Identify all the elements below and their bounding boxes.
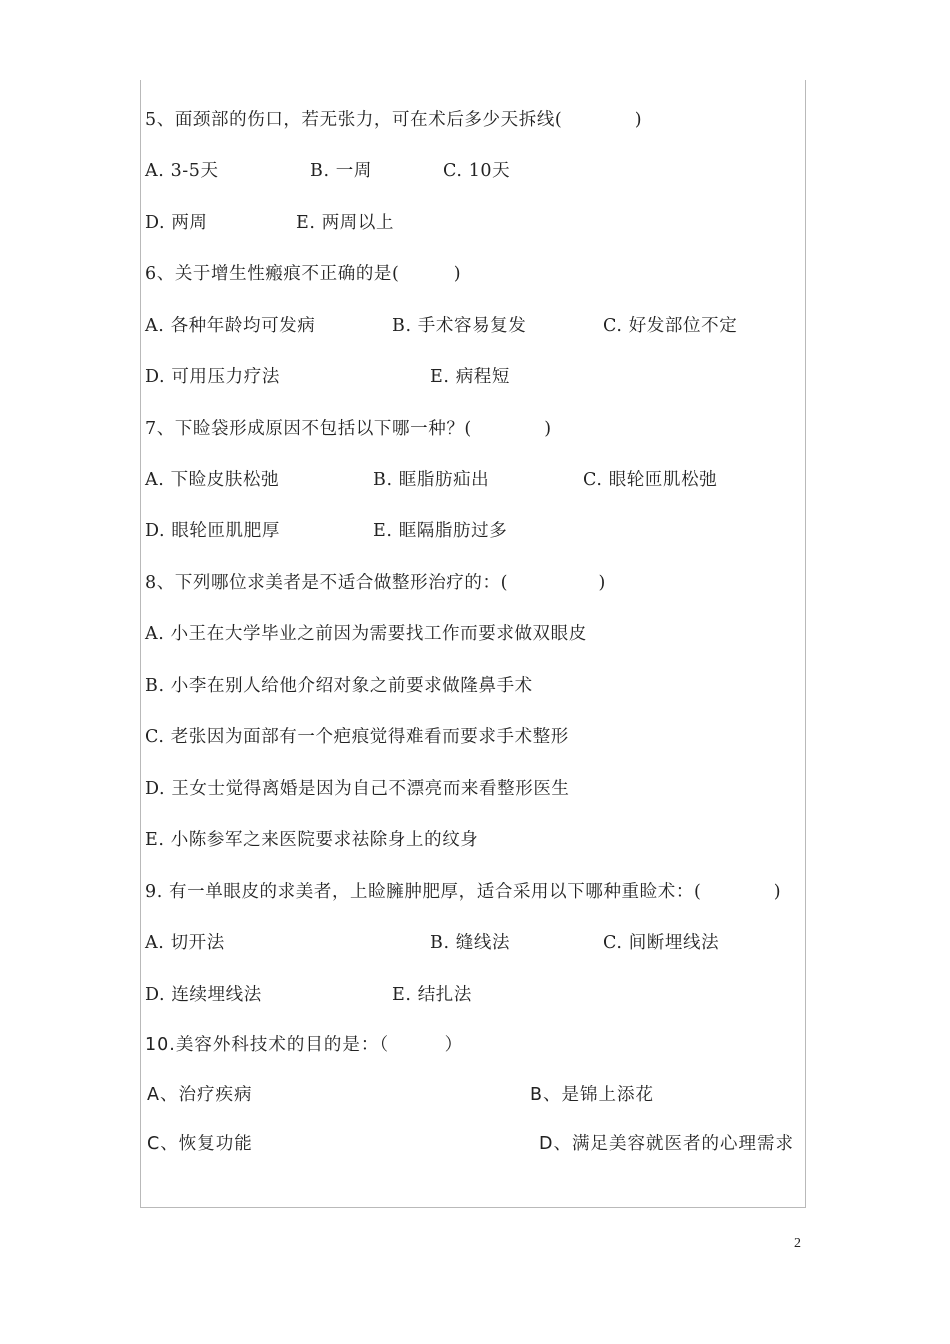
q9-option-c: C. 间断埋线法: [603, 933, 720, 953]
q6-option-a: A. 各种年龄均可发病: [145, 316, 316, 336]
q6-option-b: B. 手术容易复发: [392, 316, 527, 336]
question-6-stem: 6、关于增生性瘢痕不正确的是( ): [145, 264, 462, 284]
q8-option-d: D. 王女士觉得离婚是因为自己不漂亮而来看整形医生: [145, 779, 570, 799]
q7-option-b: B. 眶脂肪疝出: [373, 470, 490, 490]
q6-option-d: D. 可用压力疗法: [145, 367, 280, 387]
q8-option-b: B. 小李在别人给他介绍对象之前要求做隆鼻手术: [145, 676, 533, 696]
q10-option-a: A、治疗疾病: [147, 1085, 253, 1105]
q5-option-d: D. 两周: [145, 213, 208, 233]
q7-option-c: C. 眼轮匝肌松弛: [583, 470, 718, 490]
page-number: 2: [794, 1236, 801, 1251]
q5-option-c: C. 10天: [443, 161, 511, 181]
q6-option-e: E. 病程短: [430, 367, 510, 387]
q10-option-c: C、恢复功能: [147, 1134, 253, 1154]
q9-option-e: E. 结扎法: [392, 985, 472, 1005]
q8-option-e: E. 小陈参军之来医院要求祛除身上的纹身: [145, 830, 479, 850]
q10-option-d: D、满足美容就医者的心理需求: [539, 1134, 794, 1154]
question-7-stem: 7、下睑袋形成原因不包括以下哪一种？( ): [145, 419, 552, 439]
q9-option-a: A. 切开法: [145, 933, 225, 953]
question-9-stem: 9. 有一单眼皮的求美者，上睑臃肿肥厚，适合采用以下哪种重睑术：( ): [145, 882, 782, 902]
q9-option-b: B. 缝线法: [430, 933, 511, 953]
q5-option-b: B. 一周: [310, 161, 372, 181]
q8-option-c: C. 老张因为面部有一个疤痕觉得难看而要求手术整形: [145, 727, 569, 747]
q7-option-e: E. 眶隔脂肪过多: [373, 521, 508, 541]
question-10-stem: 10.美容外科技术的目的是：（ ）: [145, 1035, 464, 1055]
q7-option-a: A. 下睑皮肤松弛: [145, 470, 280, 490]
q10-option-b: B、是锦上添花: [530, 1085, 655, 1105]
q7-option-d: D. 眼轮匝肌肥厚: [145, 521, 280, 541]
q5-option-e: E. 两周以上: [296, 213, 395, 233]
q6-option-c: C. 好发部位不定: [603, 316, 738, 336]
q5-option-a: A. 3-5天: [145, 161, 219, 181]
q9-option-d: D. 连续埋线法: [145, 985, 262, 1005]
q8-option-a: A. 小王在大学毕业之前因为需要找工作而要求做双眼皮: [145, 624, 587, 644]
question-5-stem: 5、面颈部的伤口，若无张力，可在术后多少天拆线( ): [145, 110, 643, 130]
question-8-stem: 8、下列哪位求美者是不适合做整形治疗的：( ): [145, 573, 606, 593]
